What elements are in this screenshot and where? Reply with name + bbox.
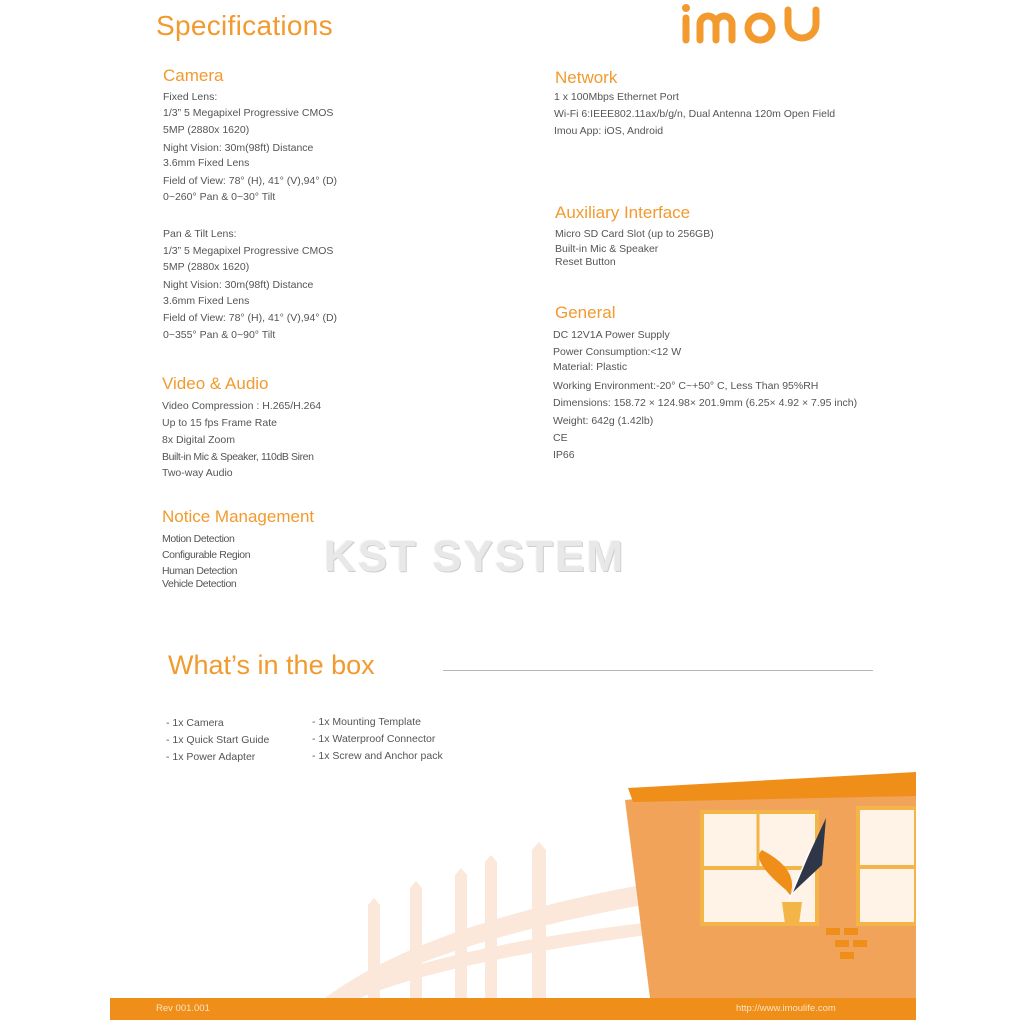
spec-line: Pan & Tilt Lens: — [163, 228, 237, 240]
box-items-right — [312, 714, 443, 765]
notice-heading: Notice Management — [162, 507, 315, 526]
spec-line: Night Vision: 30m(98ft) Distance — [163, 142, 314, 154]
spec-line: Material: Plastic — [553, 361, 628, 373]
spec-line: 5MP (2880x 1620) — [163, 124, 250, 136]
spec-line: 3.6mm Fixed Lens — [163, 157, 250, 169]
network-heading: Network — [555, 68, 618, 87]
spec-line: Built-in Mic & Speaker — [555, 243, 659, 255]
spec-line: 3.6mm Fixed Lens — [163, 295, 250, 307]
watermark: KST SYSTEM — [324, 532, 626, 581]
house-illustration-body — [625, 772, 916, 998]
spec-line: Vehicle Detection — [162, 578, 237, 590]
spec-line: Motion Detection — [162, 533, 235, 545]
house-illustration — [110, 770, 916, 998]
spec-line: 1 x 100Mbps Ethernet Port — [554, 91, 679, 103]
spec-line: 5MP (2880x 1620) — [163, 261, 250, 273]
spec-line: Video Compression : H.265/H.264 — [162, 400, 322, 412]
spec-line: Built-in Mic & Speaker, 110dB Siren — [162, 451, 314, 463]
spec-line: DC 12V1A Power Supply — [553, 329, 670, 341]
spec-line: Night Vision: 30m(98ft) Distance — [163, 279, 314, 291]
spec-line: IP66 — [553, 449, 575, 461]
box-title: What’s in the box — [168, 650, 375, 680]
box-item: - 1x Quick Start Guide — [166, 734, 270, 746]
imou-logo — [680, 0, 852, 52]
spec-line: CE — [553, 432, 568, 444]
spec-line: Dimensions: 158.72 × 124.98× 201.9mm (6.25× 4.92 × 7.95 inch) — [553, 397, 858, 409]
spec-line: 0~355° Pan & 0~90° Tilt — [163, 329, 276, 341]
spec-line: Field of View: 78° (H), 41° (V),94° (D) — [163, 175, 338, 187]
auxiliary-heading: Auxiliary Interface — [555, 203, 691, 222]
page-title: Specifications — [156, 10, 333, 41]
box-item: - 1x Camera — [166, 717, 224, 729]
camera-heading: Camera — [163, 66, 224, 85]
fence-illustration — [325, 842, 670, 998]
spec-line: Working Environment:-20° C~+50° C, Less Than 95%RH — [553, 380, 819, 392]
spec-line: Power Consumption:<12 W — [553, 346, 682, 358]
spec-line: Human Detection — [162, 565, 238, 577]
revision-label: Rev 001.001 — [156, 1003, 210, 1014]
box-item: - 1x Waterproof Connector — [312, 733, 436, 745]
footer-bar — [110, 998, 916, 1020]
spec-line: Micro SD Card Slot (up to 256GB) — [555, 228, 714, 240]
spec-line: Wi-Fi 6:IEEE802.11ax/b/g/n, Dual Antenna 120m Open Field — [554, 108, 836, 120]
spec-line: Weight: 642g (1.42lb) — [553, 415, 654, 427]
spec-line: 1/3” 5 Megapixel Progressive CMOS — [163, 107, 334, 119]
spec-line: 1/3” 5 Megapixel Progressive CMOS — [163, 245, 334, 257]
box-item: - 1x Power Adapter — [166, 751, 256, 763]
spec-line: Up to 15 fps Frame Rate — [162, 417, 277, 429]
spec-line: Reset Button — [555, 256, 616, 268]
box-item: - 1x Screw and Anchor pack — [312, 750, 443, 762]
website-link[interactable]: http://www.imoulife.com — [736, 1003, 836, 1014]
box-items-left — [166, 715, 269, 766]
box-item: - 1x Mounting Template — [312, 716, 421, 728]
video-audio-heading: Video & Audio — [162, 374, 269, 393]
divider — [443, 670, 873, 671]
spec-line: Configurable Region — [162, 549, 251, 561]
spec-line: Field of View: 78° (H), 41° (V),94° (D) — [163, 312, 338, 324]
spec-line: Fixed Lens: — [163, 91, 218, 103]
spec-line: Two-way Audio — [162, 467, 233, 479]
general-heading: General — [555, 303, 616, 322]
spec-line: Imou App: iOS, Android — [554, 125, 664, 137]
camera-section — [163, 66, 223, 86]
spec-line: 0~260° Pan & 0~30° Tilt — [163, 191, 276, 203]
spec-line: 8x Digital Zoom — [162, 434, 235, 446]
